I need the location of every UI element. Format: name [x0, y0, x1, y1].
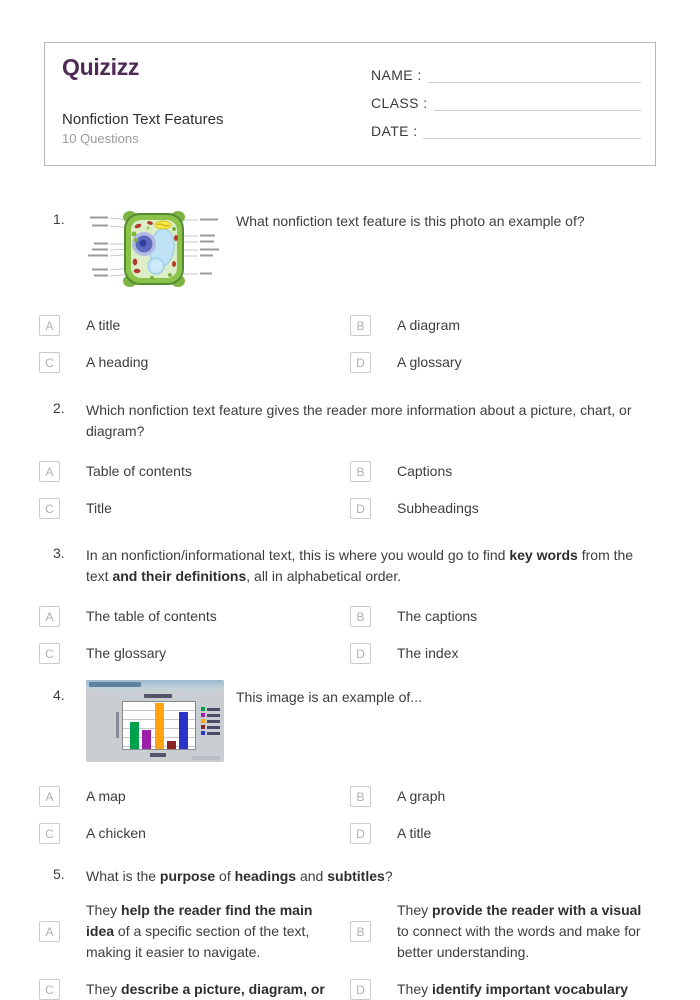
option-b [350, 315, 659, 336]
option-text: They identify important vocabulary [397, 981, 629, 997]
option-c [39, 823, 350, 844]
option-letter-box: D [350, 352, 371, 373]
option-b [350, 900, 659, 963]
chart-title-mark [144, 694, 172, 698]
option-d [350, 352, 659, 373]
worksheet-header-box [44, 42, 656, 166]
option-letter-box: A [39, 606, 60, 627]
option-c [39, 498, 350, 519]
option-a [39, 786, 350, 807]
option-b [350, 461, 659, 482]
name-label: NAME : [371, 67, 422, 83]
option-b [350, 786, 659, 807]
option-letter-box: B [350, 461, 371, 482]
x-axis-label-mark [150, 753, 166, 757]
question-text: Which nonfiction text feature gives the reader more information about a picture, chart, or diagram? [86, 402, 632, 439]
option-text: They provide the reader with a visual to connect with the words and make for better understanding. [397, 902, 642, 960]
worksheet-subtitle: 10 Questions [62, 131, 139, 146]
name-field-row [371, 55, 641, 83]
option-text: Subheadings [397, 500, 479, 516]
option-c [39, 643, 350, 664]
option-text: They help the reader find the main idea of a specific section of the text, making it easier to navigate. [86, 902, 313, 960]
class-blank-line [434, 90, 642, 111]
option-letter-box: B [350, 921, 371, 942]
option-a [39, 461, 350, 482]
y-axis-label-mark [116, 712, 119, 738]
option-text: Captions [397, 463, 453, 479]
option-text: The table of contents [86, 608, 217, 624]
question-number: 3. [53, 545, 65, 561]
option-a [39, 606, 350, 627]
option-letter-box: B [350, 786, 371, 807]
option-text: The glossary [86, 645, 167, 661]
chart-legend [201, 707, 220, 737]
option-b [350, 606, 659, 627]
quizizz-logo: Quizizz [62, 54, 140, 80]
option-text: The index [397, 645, 459, 661]
option-letter-box: B [350, 315, 371, 336]
option-letter-box: C [39, 823, 60, 844]
option-text: A glossary [397, 354, 462, 370]
option-a [39, 900, 350, 963]
questions-list [39, 168, 659, 1000]
option-letter-box: D [350, 823, 371, 844]
option-letter-box: D [350, 979, 371, 1000]
option-d [350, 643, 659, 664]
class-label: CLASS : [371, 95, 428, 111]
option-text: A title [397, 825, 432, 841]
option-text: The captions [397, 608, 478, 624]
option-letter-box: A [39, 786, 60, 807]
option-a [39, 315, 350, 336]
option-d [350, 823, 659, 844]
option-letter-box: C [39, 498, 60, 519]
option-text: A diagram [397, 317, 461, 333]
question-number: 4. [53, 687, 65, 703]
option-letter-box: C [39, 979, 60, 1000]
option-text: Table of contents [86, 463, 192, 479]
question-number: 2. [53, 400, 65, 416]
question-2 [39, 400, 659, 519]
option-text: A graph [397, 788, 446, 804]
option-letter-box: D [350, 498, 371, 519]
option-text: A heading [86, 354, 149, 370]
watermark-mark [192, 756, 220, 760]
option-letter-box: D [350, 643, 371, 664]
question-text: What is the purpose of headings and subtitles? [86, 868, 393, 884]
worksheet-title: Nonfiction Text Features [62, 111, 224, 128]
question-1 [39, 204, 659, 373]
option-letter-box: A [39, 315, 60, 336]
option-d [350, 498, 659, 519]
option-letter-box: A [39, 461, 60, 482]
option-text: A chicken [86, 825, 146, 841]
option-letter-box: B [350, 606, 371, 627]
question-text: In an nonfiction/informational text, this is where you would go to find key words from the text and their definitions, all in alphabetical order. [86, 547, 634, 584]
date-blank-line [423, 118, 641, 139]
name-blank-line [428, 62, 641, 83]
date-label: DATE : [371, 123, 418, 139]
option-text: A title [86, 317, 121, 333]
plant-cell-diagram-image [86, 204, 224, 301]
option-text: They describe a picture, diagram, or [86, 981, 325, 997]
question-4 [39, 680, 659, 844]
question-3 [39, 545, 659, 664]
date-field-row [371, 111, 641, 139]
question-text: What nonfiction text feature is this photo an example of? [236, 213, 585, 229]
option-text: Title [86, 500, 112, 516]
option-letter-box: C [39, 643, 60, 664]
option-text: A map [86, 788, 126, 804]
bar-graph-image [86, 680, 224, 762]
chart-plot-area [122, 701, 196, 750]
question-text: This image is an example of... [236, 689, 422, 705]
student-fields [371, 55, 641, 139]
option-letter-box: A [39, 921, 60, 942]
option-letter-box: C [39, 352, 60, 373]
class-field-row [371, 83, 641, 111]
question-number: 5. [53, 866, 65, 882]
window-title-bar [86, 680, 224, 689]
question-5 [39, 866, 659, 1000]
question-number: 1. [53, 211, 65, 227]
option-c [39, 352, 350, 373]
